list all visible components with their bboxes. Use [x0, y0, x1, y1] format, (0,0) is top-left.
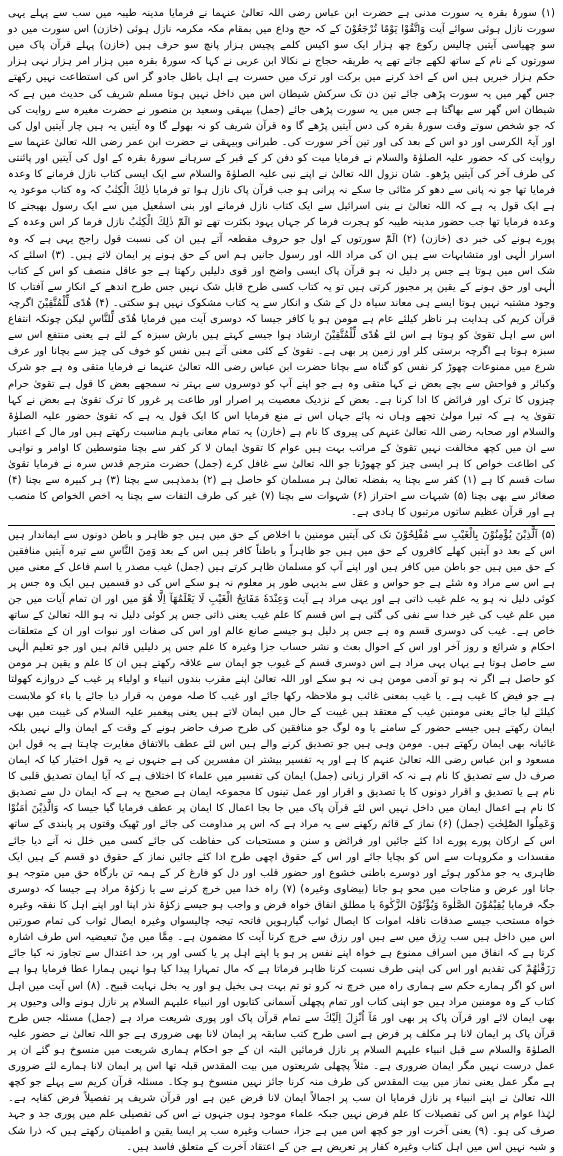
note-paragraph: (۹) یعنی آخرت اور جو کچھ اس میں ہے جزا، حساب وغیرہ سب پر ایسا یقین و اطمینان رکھتے ہیں کہ ذرا شک و شبہ نہیں اس میں اہل کتاب وغیرہ کفار پر تعریض ہے جن کے اعتقاد آخرت کے متعلق فاسد ہیں۔	[8, 1125, 555, 1153]
note-paragraph: (۵) اَلَّذِيْنَ يُؤْمِنُوْنَ بِالْغَيْبِ سے مُفْلِحُوْنَ تک کی آیتیں مومنین با اخلاص کے حق میں ہیں جو ظاہر و باطن دونوں سے ایماندار ہیں اس کے بعد دو آیتیں کھلے کافروں کے حق میں ہیں جو ظاہراً و باطناً کافر ہیں اس کے بعد وَمِنَ النَّاسِ سے تیرہ آیتیں منافقین کے حق میں ہیں جو باطن میں کافر ہیں اور اپنے آپ کو مسلمان ظاہر کرتے ہیں (جمل)	[8, 529, 555, 573]
note-paragraph: (۶) نماز کے قائم رکھنے سے یہ مراد ہے کہ اس پر مداومت کی جائے اور ٹھیک وقتوں پر پابندی کے ساتھ اس کے ارکان پورے پورے ادا کئے جائیں اور فرائض و سنن و مستحبات کی حفاظت کی جائے کسی میں خلل نہ آنے دیا جائے مفسدات و مکروہات سے اس کو بچایا جائے اور اس کے حقوق اچھی طرح ادا کئے جائیں نماز کے حقوق دو قسم کے ہیں ایک ظاہری یہ جو مذکور ہوئے اور دوسرے باطنی خشوع اور حضور قلب اور دل کو فارغ کر کے ہمہ تن بارگاہ حق میں متوجہ ہو جانا اور عرض و مناجات میں محو ہو جانا (بیضاوی وغیرہ)	[8, 819, 555, 895]
note-paragraph: ایمان کی تفسیر میں علماء کا اختلاف ہے کہ آیا ایمان تصدیق قلبی کا نام ہے یا تصدیق و اقرار دونوں کا یا تصدیق و اقرار اور عمل تینوں کا مجموعہ ایمان ہے صحیح یہ ہے کہ ایمان دل سے تصدیق کا نام ہے اعمال ایمان میں داخل نہیں اس لئے قرآن پاک میں جا بجا اعمال کا ایمان پر عطف فرمایا گیا جیسا کہ وَالَّذِيْنَ اٰمَنُوْا وَعَمِلُوا الصّٰلِحٰتِ (جمل)	[8, 771, 555, 831]
note-paragraph: (۸) اس آیت میں اہل کتاب کے وہ مومنین مراد ہیں جو اپنی کتاب اور تمام پچھلی آسمانی کتابوں اور انبیاء علیہم السلام پر نازل ہونے والی وحیوں پر بھی ایمان لائے اور قرآن پاک پر بھی اور مَآ اُنْزِلَ اِلَيْكَ سے تمام قرآن پاک اور پوری شریعت مراد ہے (جمل) مسئلہ جس طرح قرآن پاک پر ایمان لانا ہر مکلف پر فرض ہے اسی طرح کتب سابقہ پر ایمان لانا بھی ضروری ہے جو اللہ تعالیٰ نے حضور علیہ الصلوٰۃ والسلام سے قبل انبیاء علیہم السلام پر نازل فرمائیں البتہ ان کے جو احکام ہماری شریعت میں منسوخ ہو گئے ان پر عمل درست نہیں مگر ایمان ضروری ہے۔	[8, 980, 555, 1073]
section-divider	[8, 525, 555, 526]
note-paragraph: (۱) سورۂ بقرہ یہ سورت مدنی ہے حضرت ابن عباس رضی اللہ تعالیٰ عنہما نے فرمایا مدینہ طیبہ میں سب سے پہلے یہی سورت نازل ہوئی سوائے آیت وَاتَّقُوْا يَوْمًا تُرْجَعُوْنَ کے کہ حج وداع میں بمقام مکہ مکرمہ نازل ہوئی (خازن) اس سورت میں دو سو چھیاسی آیتیں چالیس رکوع چھ ہزار ایک سو اکیس کلمے پچیس ہزار پانچ سو حرف ہیں (خازن) پہلے قرآن پاک میں سورتوں کے نام کے ساتھ لکھے جاتے تھے یہ طریقہ حجاج نے نکالا ابن عربی نے کہا کہ سورۂ بقرہ میں ہزار امر ہزار نہی ہزار حکم ہزار خبریں ہیں اس کے اخذ کرنے میں برکت اور ترک میں حسرت ہے اہل باطل جادو گر اس کی استطاعت نہیں رکھتے جس گھر میں یہ سورت پڑھی جائے تین دن تک سرکش شیطان اس میں داخل نہیں ہوتا مسلم شریف کی حدیث میں ہے کہ شیطان اس گھر سے بھاگتا ہے جس میں یہ سورت پڑھی جائے (جمل) بیہقی وسعید بن منصور نے حضرت مغیرہ سے روایت کی کہ جو شخص سوتے وقت سورۂ بقرہ کی دس آیتیں پڑھے گا وہ قرآن شریف کو نہ بھولے گا وہ آیتیں یہ ہیں چار آیتیں اول کی اور آیۃ الکرسی اور دو اس کے بعد کی اور تین آخر سورت کی۔	[8, 8, 555, 148]
note-paragraph: بعض کے نزدیک معصیت پر اصرار اور طاعت پر غرور کا ترک تقویٰ ہے بعض نے کہا تقویٰ یہ ہے کہ تیرا مولیٰ تجھے وہاں نہ پائے جہاں اس نے منع فرمایا اس کا ایک قول یہ ہے کہ تقویٰ حضور علیہ الصلوٰۃ والسلام اور صحابہ رضی اللہ تعالیٰ عنہم کی پیروی کا نام ہے (خازن)	[8, 394, 556, 438]
note-paragraph: (۳) اسلئے کہ شک اس میں ہوتا ہے جس پر دلیل نہ ہو قرآن پاک ایسی واضح اور قوی دلیلیں رکھتا ہے جو عاقل منصف کو اس کے کتاب الٰہی اور حق ہونے کے یقین پر مجبور کرتی ہیں تو یہ کتاب کسی طرح قابل شک نہیں جس طرح اندھے کے انکار سے آفتاب کا وجود مشتبہ نہیں ہوتا ایسے ہی معاند سیاہ دل کے شک و انکار سے یہ کتاب مشکوک نہیں ہو سکتی۔	[8, 249, 555, 309]
note-paragraph: غیب مصدر یا اسم فاعل کے معنی میں ہے اس سے مراد وہ شئے ہے جو حواس و عقل سے بدیہی طور پر معلوم نہ ہو سکے اس کی دو قسمیں ہیں ایک وہ جس پر کوئی دلیل نہ ہو یہ علم غیب ذاتی ہے اور یہی مراد ہے آیت وَعِنْدَهٗ مَفَاتِحُ الْغَيْبِ لَا يَعْلَمُهَآ اِلَّا هُوَ میں اور ان تمام آیات میں جن میں علم غیب کی غیر خدا سے نفی کی گئی ہے اس قسم کا علم غیب یعنی ذاتی جس پر کوئی دلیل نہ ہو اللہ تعالیٰ کے ساتھ خاص ہے۔	[8, 561, 555, 638]
note-paragraph: (۷) راہ خدا میں خرچ کرنے سے یا زکوٰۃ مراد ہے جیسا کہ دوسری جگہ فرمایا يُقِيْمُوْنَ الصَّلٰوةَ وَيُؤْتُوْنَ الزَّكٰوةَ یا مطلق انفاق خواہ فرض و واجب ہو جیسے زکوٰۃ نذر اپنا اور اپنے اہل کا نفقہ وغیرہ خواہ مستحب جیسے صدقات نافلہ اموات کا ایصال ثواب گیارہویں فاتحہ تیجہ چالیسواں وغیرہ ایصال ثواب کی تمام صورتیں اس میں داخل ہیں سب رِزق میں سے ہیں اور رزق سے خرچ کرنا آیت کا مضمون ہے۔	[8, 883, 555, 944]
note-paragraph: غیب کی دوسری قسم وہ ہے جس پر دلیل ہو جیسے صانع عالم اور اس کی صفات اور نبوات اور ان کے متعلقات احکام و شرائع و روز آخر اور اس کے احوال بعث و نشر حساب جزا وغیرہ کا علم جس پر دلیلیں قائم ہیں اور جو تعلیم الٰہی سے حاصل ہوتا ہے یہاں یہی مراد ہے اس دوسری قسم کے غیوب جو ایمان سے علاقہ رکھتے ہیں ان کا علم و یقین ہر مومن کو حاصل ہے اگر نہ ہو تو آدمی مومن ہی نہ ہو سکے اور اللہ تعالیٰ اپنے مقرب بندوں انبیاء و اولیاء پر غیب کے دروازے کھولتا ہے جو فیض کا غیب ہے۔	[8, 626, 555, 702]
note-paragraph: مومن وہی ہیں جو تصدیق کرنے والے ہیں اس لئے عطف بالاتفاق مغایرت چاہتا ہے یہ قول ابن مسعود و ابن عباس رضی اللہ تعالیٰ عنہم کا ہے اور یہ تفسیر بیشتر ان مفسرین کی ہے جنہوں نے یہ قول اختیار کیا کہ ایمان صرف دل سے تصدیق کا نام ہے نہ کہ اقرار زبانی (جمل)	[8, 738, 556, 783]
note-paragraph: مثلاً پچھلی شریعتوں میں بیت المقدس قبلہ تھا اس پر ایمان لانا ہمارے لئے ضروری ہے مگر عمل یعنی نماز میں بیت المقدس کی طرف منہ کرنا جائز نہیں منسوخ ہو چکا۔ مسئلہ قرآن کریم سے پہلے جو کچھ اللہ تعالیٰ نے اپنے انبیاء پر نازل فرمایا ان سب پر اجمالاً ایمان لانا فرض عین ہے اور قرآن شریف پر تفصیلاً فرض کفایہ ہے۔ لہٰذا عوام پر اس کی تفصیلات کا علم فرض نہیں جبکہ علماء موجود ہوں جنہوں نے اس کی تفصیلی علم میں پوری جد و جہد صرف کی ہو۔	[8, 1061, 555, 1137]
note-paragraph: شان نزول اللہ تعالیٰ نے اپنے نبی علیہ الصلوٰۃ والسلام سے ایک ایسی کتاب نازل فرمانے کا وعدہ فرمایا تھا جو نہ پانی سے دھو کر مٹائی جا سکے نہ پرانی ہو جب قرآن پاک نازل ہوا تو فرمایا ذٰلِكَ الْكِتٰبُ کہ وہ کتاب موعود یہ ہے ایک قول یہ ہے کہ اللہ تعالیٰ نے بنی اسرائیل سے ایک کتاب نازل فرمانے اور بنی اسمٰعیل میں سے ایک رسول بھیجنے کا وعدہ فرمایا تھا جب حضور مدینہ طیبہ کو ہجرت فرما کر جہاں یہود بکثرت تھے تو الٓمّٓ ذٰلِكَ الْكِتٰبُ نازل فرما کر اس وعدہ کے پورے ہونے کی خبر دی (خازن)	[8, 169, 555, 245]
note-paragraph: (۴) هُدًى لِّلْمُتَّقِيْنَ اگرچہ قرآن کریم کی ہدایت ہر ناظر کیلئے عام ہے مومن ہو یا کافر جیسا کہ دوسری آیت میں فرمایا هُدًى لِّلنَّاسِ لیکن چونکہ انتفاع اس سے اہل تقویٰ کو ہوتا ہے اس لئے هُدًى لِّلْمُتَّقِيْنَ ارشاد ہوا جیسے کہتے ہیں بارش سبزہ کے لئے ہے یعنی منتفع اس سے سبزہ ہوتا ہے اگرچہ برستی کلر اور زمین پر بھی ہے۔	[8, 297, 555, 358]
commentary-body	[8, 6, 556, 1153]
note-paragraph: یا غیب بمعنی غائب ہو ملاحظہ رکھا جائے اور غیب کا صلہ مومن بہ قرار دیا جائے یا باء کو ملابست کیلئے لیا جائے یعنی مومنین غیب کے معتقد ہیں غیبت کے حال میں ایمان لاتے ہیں یعنی پیغمبر علیہ السلام کی غیبت میں بھی ایمان رکھتے ہیں جیسے حضور کے سامنے یا وہ لوگ جو منافقین کی طرح صرف حاضر ہونے کے وقت کے ایمان والے نہیں بلکہ غائبانہ بھی ایمان رکھتے ہیں۔	[8, 690, 555, 750]
note-paragraph: مِمَّا میں مِنْ تبعیضیہ اس طرف اشارہ کرتا ہے کہ انفاق میں اسراف ممنوع ہے خواہ اپنے نفس پر ہو یا اپنے اہل پر یا کسی اور پر، حد اعتدال سے تجاوز نہ کیا جائے رَزَقْنٰهُمْ کی تقدیم اور اس کی اپنی طرف نسبت کرنا ظاہر فرماتا ہے کہ مال تمہارا پیدا کیا ہوا نہیں ہمارا عطا فرمایا ہوا ہے اس کو اگر ہمارے حکم سے ہماری راہ میں خرچ نہ کرو تو تم بہت ہی بخیل ہو اور یہ بخل نہایت قبیح۔	[8, 932, 555, 992]
note-paragraph: (۲) الٓمّٓ سورتوں کے اول جو حروف مقطعہ آتے ہیں ان کی نسبت قول راجح یہی ہے کہ وہ اسرار الٰہی اور متشابہات سے ہیں ان کی مراد اللہ اور رسول جانیں ہم اس کے حق ہونے پر ایمان لاتے ہیں۔	[8, 233, 555, 261]
note-paragraph: طبرانی وبیہقی نے حضرت ابن عمر رضی اللہ تعالیٰ عنہما سے روایت کی کہ حضور علیہ الصلوٰۃ والسلام نے فرمایا میت کو دفن کر کے قبر کے سرہانے سورۂ بقرہ کے اول کی آیتیں اور پائنتی کی طرف آخر کی آیتیں پڑھو۔	[8, 136, 555, 181]
note-paragraph: تقویٰ کے کئی معنی آتے ہیں نفس کو خوف کی چیز سے بچانا اور عرف شرع میں ممنوعات چھوڑ کر نفس کو گناہ سے بچانا حضرت ابن عباس رضی اللہ تعالیٰ عنہما نے فرمایا متقی وہ ہے جو شرک وکبائر و فواحش سے بچے بعض نے کہا متقی وہ ہے جو اپنے آپ کو دوسروں سے بہتر نہ سمجھے بعض کا قول ہے تقویٰ حرام چیزوں کا ترک اور فرائض کا ادا کرنا ہے۔	[8, 346, 555, 406]
note-paragraph: یہ تمام معانی باہم مناسبت رکھتے ہیں اور مال کے اعتبار سے ان میں کچھ مخالفت نہیں تقویٰ کے مراتب بہت ہیں عوام کا تقویٰ ایمان لا کر کفر سے بچنا متوسطین کا اوامر و نواہی کی اطاعت خواص کا ہر ایسی چیز کو چھوڑنا جو اللہ تعالیٰ سے غافل کرے (جمل) حضرت مترجم قدس سرہ نے فرمایا تقویٰ سات قسم کا ہے (۱) کفر سے بچنا یہ بفضلہ تعالیٰ ہر مسلمان کو حاصل ہے (۲) بدمذہبی سے بچنا (۳) ہر کبیرہ سے بچنا (۴) صغائر سے بھی بچنا (۵) شبہات سے احتراز (۶) شہوات سے بچنا (۷) غیر کی طرف التفات سے بچنا یہ اخص الخواص کا منصب ہے اور قرآن عظیم ساتوں مرتبوں کا ہادی ہے۔	[8, 426, 556, 519]
